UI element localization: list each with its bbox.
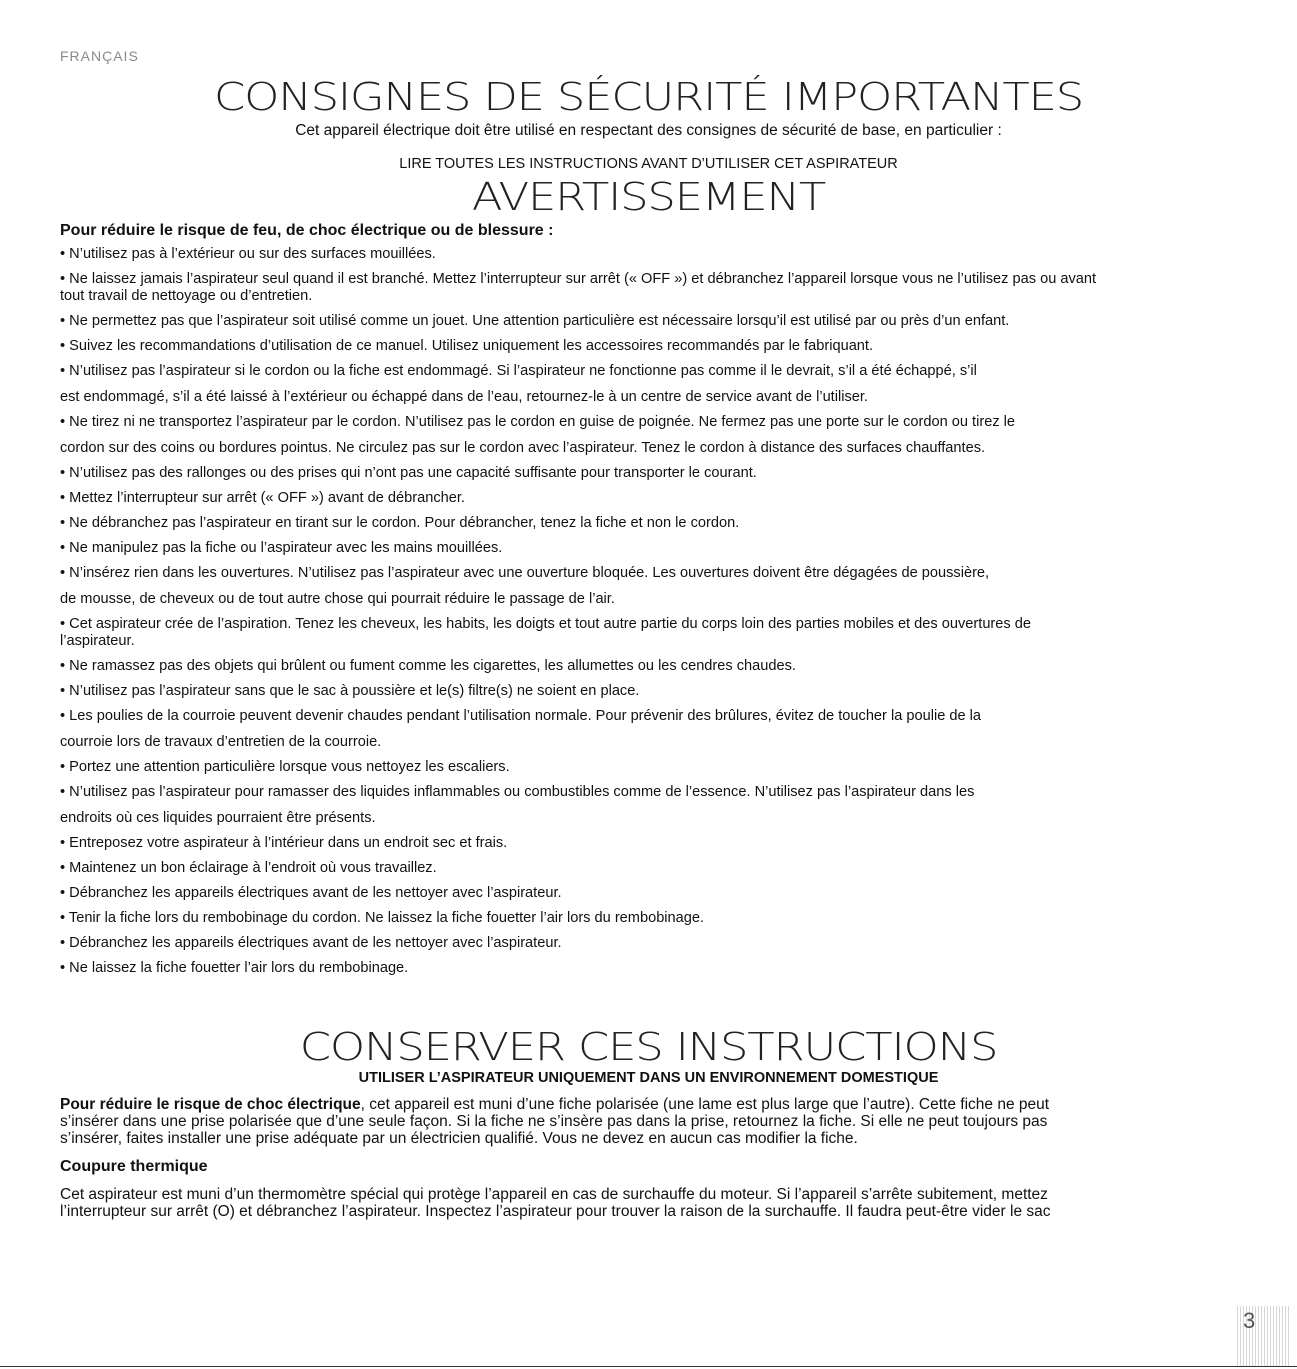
safety-bullet xyxy=(60,784,1240,827)
safety-bullet-line: • Ne ramassez pas des objets qui brûlent ou fument comme les cigarettes, les allumettes ou les cendres chaudes. xyxy=(60,658,796,674)
safety-bullet-line: • Ne laissez jamais l’aspirateur seul quand il est branché. Mettez l’interrupteur sur arrêt (« OFF ») et débranchez l’appareil lorsque vous ne l’utilisez pas ou avant xyxy=(60,271,1097,287)
safety-bullet-line: • N’utilisez pas l’aspirateur sans que le sac à poussière et le(s) filtre(s) ne soient en place. xyxy=(60,683,640,699)
safety-bullet-line: • Ne débranchez pas l’aspirateur en tirant sur le cordon. Pour débrancher, tenez la fiche et non le cordon. xyxy=(60,515,740,531)
intro-text: Cet appareil électrique doit être utilisé en respectant des consignes de sécurité de base, en particulier : xyxy=(295,122,1002,139)
safety-bullet xyxy=(60,835,1240,852)
page-number: 3 xyxy=(1237,1306,1289,1366)
thermal-cutoff-title: Coupure thermique xyxy=(60,1158,208,1175)
safety-bullet-line: cordon sur des coins ou bordures pointus. Ne circulez pas sur le cordon avec l’aspirateur. Tenez le cordon à distance des surfaces chauffantes. xyxy=(60,440,986,456)
safety-bullet xyxy=(60,860,1240,877)
safety-bullet-line: est endommagé, s’il a été laissé à l’extérieur ou échappé dans de l’eau, retournez-le à un centre de service avant de l’utiliser. xyxy=(60,389,868,405)
safety-bullet xyxy=(60,490,1240,507)
safety-bullet-line: • N’utilisez pas l’aspirateur pour ramasser des liquides inflammables ou combustibles comme de l’essence. N’utilisez pas l’aspirateur dans les xyxy=(60,784,975,800)
safety-bullet-line: • Tenir la fiche lors du rembobinage du cordon. Ne laissez la fiche fouetter l’air lors du rembobinage. xyxy=(60,910,705,926)
polarized-plug-line: , cet appareil est muni d’une fiche polarisée (une lame est plus large que l’autre). Cette fiche ne peut xyxy=(360,1096,1050,1113)
language-label: FRANÇAIS xyxy=(60,48,139,64)
keep-instructions-heading: CONSERVER CES INSTRUCTIONS xyxy=(299,1025,998,1069)
safety-bullet xyxy=(60,616,1240,650)
thermal-cutoff-line: Cet aspirateur est muni d’un thermomètre spécial qui protège l’appareil en cas de surchauffe du moteur. Si l’appareil s’arrête subitement, mettez xyxy=(60,1186,1048,1203)
polarized-plug-line: s’insérer dans une prise polarisée que d’une seule façon. Si la fiche ne s’insère pas dans la prise, retournez la fiche. Si elle ne peut toujours pas xyxy=(60,1113,1048,1130)
safety-bullet-line: de mousse, de cheveux ou de tout autre chose qui pourrait réduire le passage de l’air. xyxy=(60,591,615,607)
safety-bullet-line: l’aspirateur. xyxy=(60,633,135,649)
safety-bullet xyxy=(60,565,1240,608)
read-all-notice: LIRE TOUTES LES INSTRUCTIONS AVANT D’UTILISER CET ASPIRATEUR xyxy=(399,156,898,172)
domestic-use-notice: UTILISER L’ASPIRATEUR UNIQUEMENT DANS UN ENVIRONNEMENT DOMESTIQUE xyxy=(358,1070,939,1086)
warning-lead: Pour réduire le risque de feu, de choc électrique ou de blessure : xyxy=(60,222,554,239)
safety-bullet xyxy=(60,683,1240,700)
safety-bullet-line: courroie lors de travaux d’entretien de la courroie. xyxy=(60,734,382,750)
safety-bullet xyxy=(60,708,1240,751)
bottom-rule xyxy=(0,1366,1297,1367)
safety-bullet-line: • N’insérez rien dans les ouvertures. N’utilisez pas l’aspirateur avec une ouverture bloquée. Les ouvertures doivent être dégagées de poussière, xyxy=(60,565,990,581)
safety-bullet-line: • Cet aspirateur crée de l’aspiration. Tenez les cheveux, les habits, les doigts et tout autre partie du corps loin des parties mobiles et des ouvertures de xyxy=(60,616,1031,632)
safety-bullet xyxy=(60,271,1240,305)
safety-bullet-line: • Les poulies de la courroie peuvent devenir chaudes pendant l’utilisation normale. Pour prévenir des brûlures, évitez de toucher la poulie de la xyxy=(60,708,982,724)
safety-bullet-line: • Portez une attention particulière lorsque vous nettoyez les escaliers. xyxy=(60,759,510,775)
safety-bullet xyxy=(60,759,1240,776)
safety-bullet-line: tout travail de nettoyage ou d’entretien. xyxy=(60,288,313,304)
safety-bullet xyxy=(60,540,1240,557)
safety-bullet xyxy=(60,658,1240,675)
safety-bullet-line: • N’utilisez pas à l’extérieur ou sur des surfaces mouillées. xyxy=(60,246,436,262)
safety-bullet xyxy=(60,363,1240,406)
safety-bullet xyxy=(60,515,1240,532)
safety-bullet-line: • Mettez l’interrupteur sur arrêt (« OFF ») avant de débrancher. xyxy=(60,490,465,506)
safety-bullet-line: • Entreposez votre aspirateur à l’intérieur dans un endroit sec et frais. xyxy=(60,835,508,851)
warning-heading: AVERTISSEMENT xyxy=(471,175,826,219)
safety-bullet xyxy=(60,338,1240,355)
safety-bullet-line: • Ne tirez ni ne transportez l’aspirateur par le cordon. N’utilisez pas le cordon en guise de poignée. Ne fermez pas une porte sur le cordon ou tirez le xyxy=(60,414,1016,430)
safety-bullet xyxy=(60,885,1240,902)
safety-bullet-line: • N’utilisez pas l’aspirateur si le cordon ou la fiche est endommagé. Si l’aspirateur ne fonctionne pas comme il le devrait, s’il a été échappé, s’il xyxy=(60,363,977,379)
safety-bullet xyxy=(60,313,1240,330)
safety-bullet-line: endroits où ces liquides pourraient être présents. xyxy=(60,810,376,826)
safety-bullet-line: • Débranchez les appareils électriques avant de les nettoyer avec l’aspirateur. xyxy=(60,885,562,901)
thermal-cutoff-paragraph xyxy=(60,1186,1240,1220)
safety-bullet xyxy=(60,246,1240,263)
safety-bullet xyxy=(60,935,1240,952)
safety-bullet-line: • N’utilisez pas des rallonges ou des prises qui n’ont pas une capacité suffisante pour transporter le courant. xyxy=(60,465,757,481)
safety-bullet-line: • Maintenez un bon éclairage à l’endroit où vous travaillez. xyxy=(60,860,437,876)
safety-bullet-list xyxy=(60,246,1240,985)
safety-bullet xyxy=(60,465,1240,482)
safety-bullet-line: • Ne laissez la fiche fouetter l’air lors du rembobinage. xyxy=(60,960,409,976)
safety-bullet-line: • Ne permettez pas que l’aspirateur soit utilisé comme un jouet. Une attention particulière est nécessaire lorsqu’il est utilisé par ou près d’un enfant. xyxy=(60,313,1010,329)
safety-bullet-line: • Suivez les recommandations d’utilisation de ce manuel. Utilisez uniquement les accessoires recommandés par le fabriquant. xyxy=(60,338,874,354)
page-title: CONSIGNES DE SÉCURITÉ IMPORTANTES xyxy=(213,75,1084,119)
safety-bullet-line: • Ne manipulez pas la fiche ou l’aspirateur avec les mains mouillées. xyxy=(60,540,503,556)
polarized-plug-lead: Pour réduire le risque de choc électrique xyxy=(60,1096,361,1113)
safety-bullet-line: • Débranchez les appareils électriques avant de les nettoyer avec l’aspirateur. xyxy=(60,935,562,951)
safety-bullet xyxy=(60,960,1240,977)
polarized-plug-paragraph xyxy=(60,1096,1240,1147)
safety-bullet xyxy=(60,910,1240,927)
thermal-cutoff-line: l’interrupteur sur arrêt (O) et débranchez l’aspirateur. Inspectez l’aspirateur pour trouver la raison de la surchauffe. Il faudra peut-être vider le sac xyxy=(60,1203,1051,1220)
safety-bullet xyxy=(60,414,1240,457)
polarized-plug-line: s’insérer, faites installer une prise adéquate par un électricien qualifié. Vous ne devez en aucun cas modifier la fiche. xyxy=(60,1130,858,1147)
